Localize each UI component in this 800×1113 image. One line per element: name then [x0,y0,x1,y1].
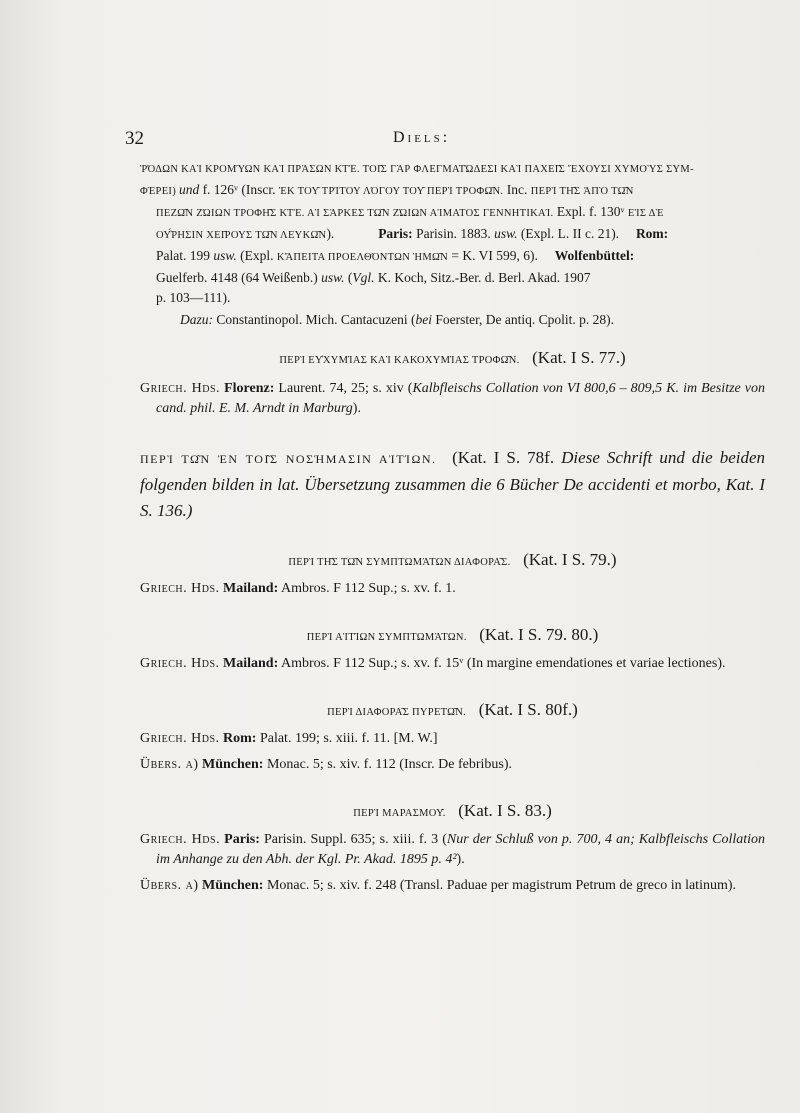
location-label: München: [202,757,264,772]
italic-text: Nur der Schluß von p. 700, 4 an; Kalbfleischs Collation im Anhange zu den Abh. der Kgl. Pr. Akad. 1895 p. 4² [156,832,766,867]
entry-line [140,158,765,180]
text: K. Koch, Sitz.-Ber. d. Berl. Akad. 1907 [374,270,591,285]
section-title [140,445,765,524]
text: Palat. 199; s. xiii. f. 11. [M. W.] [256,731,438,746]
text: Expl. f. 130ᵛ [553,204,628,219]
location-label: Paris: [378,226,413,241]
manuscript-line [140,654,765,674]
dazu-line [140,310,765,330]
greek-text: ἘΚ ΤΟΥ͂ ΤΡΊΤΟΥ ΛΌΓΟΥ ΤΟΥ͂ ΠΕΡῚ ΤΡΟΦΩ͂Ν. [278,186,504,197]
italic-text: bei [415,312,432,327]
manuscript-entry [140,379,765,419]
page-number: 32 [125,128,144,149]
greek-text: ΠΕΖΩ͂Ν ΖΏΙΩΝ ΤΡΟΦΗ͂Σ ΚΤἙ. ΑἹ ΣΆΡΚΕΣ ΤΩ͂Ν ΖΏΙΩΝ ΑἹΜΑΤΟΣ ΓΕΝΝΗΤΙΚΑΊ. [156,208,554,219]
location-label: Mailand: [223,581,279,596]
kat-reference: (Kat. I S. 79.) [523,550,617,569]
section-title [140,801,765,824]
text: Constantinopol. Mich. Cantacuzeni ( [213,312,416,327]
dazu-label: Dazu: [180,312,213,327]
text: (Expl. L. II c. 21). [517,226,620,241]
manuscript-line [140,755,765,775]
greek-text: ΕἸΣ ΔῈ [627,208,664,219]
greek-text: ΠΕΡῚ ΤΗ͂Σ ἈΠῸ ΤΩ͂Ν [530,186,634,197]
manuscript-entry [140,830,765,896]
text: f. 126ᵛ (Inscr. [199,182,279,197]
entry-label: Griech. Hds. [140,832,221,847]
kat-reference: (Kat. I S. 78f. [452,448,555,467]
section-title [140,625,765,648]
text: Laurent. 74, 25; s. xiv ( [274,381,413,396]
text: Guelferb. 4148 (64 Weißenb.) [156,270,322,285]
location-label: Rom: [635,226,669,241]
greek-title: ΠΕΡῚ ΤΩ͂Ν ἘΝ ΤΟΙ͂Σ ΝΟΣΉΜΑΣΙΝ ΑἸΤΊΩΝ. [140,452,437,466]
entry-label: Griech. Hds. [140,381,221,396]
manuscript-line [140,876,765,896]
text: ). [352,401,361,416]
kat-reference: (Kat. I S. 80f.) [478,700,578,719]
entry-line: p. 103—111). [156,290,231,305]
greek-title: ΠΕΡῚ ΕΥ̓ΧΥΜΊΑΣ ΚΑῚ ΚΑΚΟΧΥΜΊΑΣ ΤΡΟΦΩ͂Ν. [279,355,520,366]
kat-reference: (Kat. I S. 83.) [458,801,552,820]
italic-text: Kalbfleischs Collation von VI 800,6 – 809,5 K. im Besitze von cand. phil. E. M. Arndt in Marburg [156,381,765,416]
manuscript-line [140,579,765,599]
text: Ambros. F 112 Sup.; s. xv. f. 15ᵛ (In margine emendationes et variae lectiones). [278,656,726,671]
italic-text: Vgl. [352,270,375,285]
text: (Expl. [236,248,277,263]
italic-text: usw. [213,248,237,263]
italic-text: usw. [321,270,345,285]
manuscript-line [140,830,765,870]
greek-text: ΚἌΠΕΙΤΑ ΠΡΟΕΛΘΌΝΤΩΝ ἩΜΩ͂Ν [276,252,449,263]
text: Parisin. Suppl. 635; s. xiii. f. 3 ( [259,832,447,847]
entry-line [140,180,765,202]
greek-text: ΦΈΡΕΙ) [140,186,179,197]
entry-label: Griech. Hds. [140,656,220,671]
page-body [140,158,765,896]
location-label: Paris: [224,832,260,847]
entry-continuation [140,158,765,330]
page-header [125,128,765,150]
kat-reference: (Kat. I S. 77.) [532,348,626,367]
manuscript-entry [140,729,765,775]
section-title [140,348,765,371]
text: ). [326,226,335,241]
greek-title: ΠΕΡῚ ΑἸΤΊΩΝ ΣΥΜΠΤΩΜΆΤΩΝ. [306,632,467,643]
entry-label: Übers. a) [140,878,199,893]
entry-line [140,224,765,246]
section-title [140,550,765,573]
manuscript-line [140,379,765,419]
location-label: Wolfenbüttel: [554,248,635,263]
italic-text: und [178,182,200,197]
entry-label: Griech. Hds. [140,731,220,746]
text: Palat. 199 [156,248,214,263]
text: Inc. [503,182,531,197]
location-label: Mailand: [223,656,279,671]
text: = K. VI 599, 6). [448,248,538,263]
manuscript-line [140,729,765,749]
text: Parisin. 1883. [412,226,495,241]
text: ). [456,852,465,867]
kat-reference: (Kat. I S. 79. 80.) [479,625,599,644]
location-label: Florenz: [224,381,275,396]
greek-text: ῬΌΔΩΝ ΚΑῚ ΚΡΟΜΎΩΝ ΚΑῚ ΠΡΆΣΩΝ ΚΤἙ. ΤΟΙ͂Σ ΓᾺΡ ΦΛΕΓΜΑΤΏΔΕΣΙ ΚΑῚ ΠΑΧΕΙ͂Σ ἜΧΟΥΣΙ ΧΥΜΟῪΣ ΣΥΜ- [140,164,694,175]
entry-line [140,268,765,288]
text: ( [344,270,353,285]
location-label: München: [202,878,264,893]
manuscript-entry [140,579,765,599]
entry-label: Übers. a) [140,757,199,772]
manuscript-entry [140,654,765,674]
entry-line [140,246,765,268]
text: Monac. 5; s. xiv. f. 248 (Transl. Paduae per magistrum Petrum de greco in latinum). [263,878,737,893]
italic-text: usw. [494,226,518,241]
text: Monac. 5; s. xiv. f. 112 (Inscr. De febribus). [263,757,513,772]
section-title [140,700,765,723]
entry-line [140,202,765,224]
greek-text: ΟΥ̓́ΡΗΣΙΝ ΧΕΙ͂ΡΟΥΣ ΤΩ͂Ν ΛΕΥΚΩ͂Ν [156,230,327,241]
entry-label: Griech. Hds. [140,581,220,596]
text: Foerster, De antiq. Cpolit. p. 28). [431,312,615,327]
greek-title: ΠΕΡῚ ΜΑΡΑΣΜΟΥ͂. [353,808,446,819]
text: Ambros. F 112 Sup.; s. xv. f. 1. [278,581,456,596]
section-note: Diese Schrift und die beiden folgenden bilden in lat. Übersetzung zusammen die 6 Bücher De accidenti et morbo, Kat. I S. 136.) [140,448,766,520]
greek-title: ΠΕΡῚ ΤΗ͂Σ ΤΩ͂Ν ΣΥΜΠΤΩΜΆΤΩΝ ΔΙΑΦΟΡΑ͂Σ. [288,557,511,568]
greek-title: ΠΕΡῚ ΔΙΑΦΟΡΑ͂Σ ΠΥΡΕΤΩ͂Ν. [327,707,467,718]
location-label: Rom: [223,731,257,746]
running-title: Diels: [393,129,451,146]
